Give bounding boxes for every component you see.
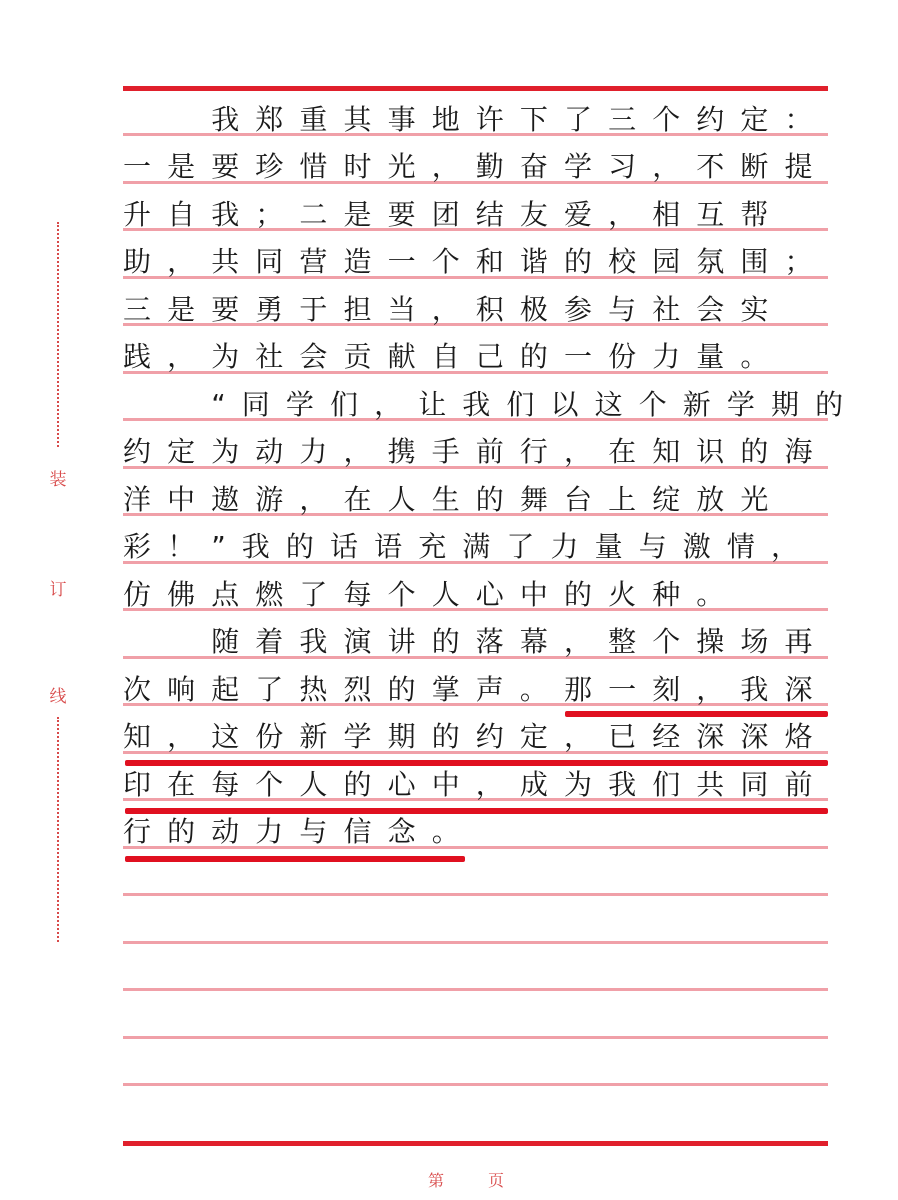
binding-margin — [38, 222, 78, 942]
binding-dotted-line-top — [57, 222, 59, 447]
footer-label-di: 第 — [428, 1171, 445, 1190]
text-line: 行的动力与信念。 — [123, 815, 476, 848]
highlight-underline — [125, 760, 828, 766]
binding-char-xian: 线 — [49, 687, 67, 707]
text-line: 助，共同营造一个和谐的校园氛围； — [123, 245, 829, 278]
binding-dotted-line-bottom — [57, 717, 59, 942]
text-line: 践，为社会贡献自己的一份力量。 — [123, 340, 785, 373]
rule-line — [123, 1036, 828, 1039]
text-line: 知，这份新学期的约定，已经深深烙 — [123, 720, 829, 753]
text-line: 洋中遨游，在人生的舞台上绽放光 — [123, 483, 785, 516]
bottom-border-rule — [123, 1141, 828, 1146]
highlight-underline — [125, 856, 465, 862]
text-line: 印在每个人的心中，成为我们共同前 — [123, 768, 829, 801]
rule-line — [123, 893, 828, 896]
text-line: 约定为动力，携手前行，在知识的海 — [123, 435, 829, 468]
text-line: 升自我；二是要团结友爱，相互帮 — [123, 198, 785, 231]
text-line: “同学们，让我们以这个新学期的 — [123, 388, 860, 421]
highlight-underline — [565, 711, 828, 717]
rule-line — [123, 941, 828, 944]
binding-char-zhuang: 装 — [49, 470, 67, 490]
text-line: 三是要勇于担当，积极参与社会实 — [123, 293, 785, 326]
rule-line — [123, 988, 828, 991]
highlight-underline — [125, 808, 828, 814]
binding-char-ding: 订 — [49, 580, 67, 600]
text-line: 我郑重其事地许下了三个约定： — [123, 103, 829, 136]
text-line: 随着我演讲的落幕，整个操场再 — [123, 625, 829, 658]
text-line: 一是要珍惜时光，勤奋学习，不断提 — [123, 150, 829, 183]
footer-label-ye: 页 — [488, 1171, 505, 1190]
text-line: 次响起了热烈的掌声。那一刻，我深 — [123, 673, 829, 706]
page-footer — [0, 1168, 898, 1192]
text-line: 仿佛点燃了每个人心中的火种。 — [123, 578, 741, 611]
top-border-rule — [123, 86, 828, 91]
rule-line — [123, 1083, 828, 1086]
text-line: 彩！”我的话语充满了力量与激情， — [123, 530, 816, 563]
